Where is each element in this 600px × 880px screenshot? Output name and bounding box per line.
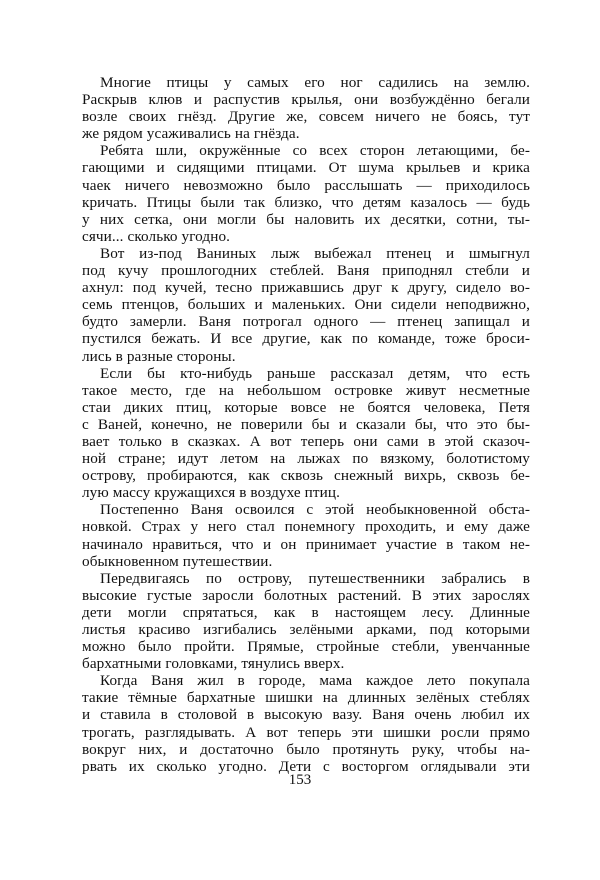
text-line: обыкновенном путешествии. xyxy=(82,552,273,570)
text-line: вает только в сказках. А вот теперь они сами в этой сказоч- xyxy=(82,432,530,450)
text-line: семь птенцов, больших и маленьких. Они сидели неподвижно, xyxy=(82,296,530,314)
text-line: такое место, где на небольшом островке живут несметные xyxy=(82,381,530,399)
text-line: трогать, разглядывать. А вот теперь эти шишки росли прямо xyxy=(82,723,530,741)
text-line: вокруг них, и достаточно было протянуть руку, чтобы на- xyxy=(82,740,530,758)
text-line: под кучу прошлогодних стеблей. Ваня приподнял стебли и xyxy=(82,262,530,280)
text-line: Раскрыв клюв и распустив крылья, они возбуждённо бегали xyxy=(82,91,530,109)
text-line: же рядом усаживались на гнёзда. xyxy=(82,125,300,143)
text-line: Передвигаясь по острову, путешественники забрались в xyxy=(100,569,530,587)
paragraph xyxy=(82,501,530,569)
text-line: и ставила в столовой в высокую вазу. Ваня очень любил их xyxy=(82,706,530,724)
text-line: у них сетка, они могли бы наловить их десятки, сотни, ты- xyxy=(82,210,530,228)
text-line: начинало нравиться, что и он принимает участие в таком не- xyxy=(82,535,530,553)
text-line: Постепенно Ваня освоился с этой необыкновенной обста- xyxy=(100,501,530,519)
text-line: кричать. Птицы были так близко, что детям казалось — будь xyxy=(82,193,530,211)
text-line: листья красиво изгибались зелёными арками, под которыми xyxy=(82,621,530,638)
text-line: стаи диких птиц, которые вовсе не боятся человека, Петя xyxy=(82,398,530,416)
text-line: можно было пройти. Прямые, стройные стебли, увенчанные xyxy=(82,638,530,656)
text-line: гающими и сидящими птицами. От шума крыльев и крика xyxy=(82,159,530,177)
text-line: чаек ничего невозможно было расслышать — приходилось xyxy=(82,176,530,194)
page-number: 153 xyxy=(288,772,312,788)
paragraph xyxy=(82,245,530,365)
text-line: Вот из-под Ваниных лыж выбежал птенец и шмыгнул xyxy=(100,244,530,262)
text-line: дети могли спрятаться, как в настоящем лесу. Длинные xyxy=(82,603,530,621)
text-line: новкой. Страх у него стал понемногу проходить, и ему даже xyxy=(82,518,530,536)
text-line: ной стране; идут летом на лыжах по вязкому, болотистому xyxy=(82,450,530,468)
text-line: лись в разные стороны. xyxy=(82,347,236,365)
text-line: сячи... сколько угодно. xyxy=(82,227,231,245)
text-line: ахнул: под кучей, тесно прижавшись друг к другу, сидело во- xyxy=(82,279,530,297)
text-line: высокие густые заросли болотных растений. В этих зарослях xyxy=(82,586,530,604)
text-line: лую массу кружащихся в воздухе птиц. xyxy=(82,484,340,502)
text-line: с Ваней, конечно, не поверили бы и сказали бы, что это бы- xyxy=(82,415,530,433)
paragraph xyxy=(82,570,530,673)
page-body xyxy=(82,74,530,775)
paragraph xyxy=(82,142,530,245)
paragraph xyxy=(82,672,530,775)
text-line: рвать их сколько угодно. Дети с восторгом оглядывали эти xyxy=(82,757,530,775)
paragraph xyxy=(82,74,530,142)
text-line: Если бы кто-нибудь раньше рассказал детям, что есть xyxy=(100,364,530,382)
text-line: бархатными головками, тянулись вверх. xyxy=(82,655,345,673)
text-line: такие тёмные бархатные шишки на длинных зелёных стеблях xyxy=(82,689,530,707)
text-line: острову, пробираются, как сквозь снежный вихрь, сквозь бе- xyxy=(82,467,530,485)
text-line: Ребята шли, окружённые со всех сторон летающими, бе- xyxy=(100,142,530,160)
text-line: пустился бежать. И все другие, как по команде, тоже броси- xyxy=(82,330,530,348)
text-line: Многие птицы у самых его ног садились на землю. xyxy=(100,74,530,91)
paragraph xyxy=(82,365,530,502)
text-line: будто замерли. Ваня потрогал одного — птенец запищал и xyxy=(82,313,530,331)
text-line: возле своих гнёзд. Другие же, совсем ничего не боясь, тут xyxy=(82,108,530,126)
text-line: Когда Ваня жил в городе, мама каждое лето покупала xyxy=(100,672,530,690)
